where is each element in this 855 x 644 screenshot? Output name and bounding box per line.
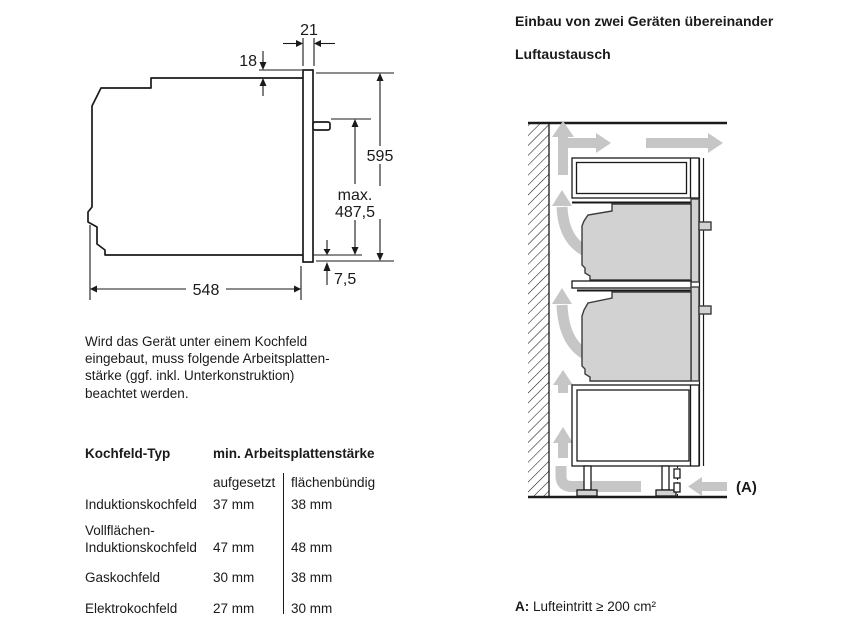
table-row-value: 38 mm — [291, 569, 333, 585]
intermediate-shelf — [572, 281, 691, 288]
table-header-type: Kochfeld-Typ — [85, 446, 171, 461]
worktop-note-line: eingebaut, muss folgende Arbeitsplatten- — [85, 351, 330, 367]
oven-lower — [582, 287, 711, 381]
oven-front-frame — [303, 70, 313, 262]
table-subheader-flaechenbuendig: flächenbündig — [291, 474, 376, 490]
table-row-value: 27 mm — [213, 600, 255, 616]
air-inlet-label: (A) — [736, 479, 757, 496]
base-cabinet — [572, 385, 699, 496]
oven-upper — [582, 199, 711, 282]
table-row-type: Gaskochfeld — [85, 569, 161, 585]
oven-lower-handle — [699, 306, 711, 314]
worktop-thickness-table — [85, 446, 397, 618]
table-row-type: Vollflächen- Induktionskochfeld — [85, 523, 197, 555]
table-row-type: Induktionskochfeld — [85, 496, 197, 512]
airflow-up-arrow — [553, 370, 573, 385]
table-row-value: 30 mm — [291, 600, 333, 616]
table-subheader-aufgesetzt: aufgesetzt — [213, 474, 276, 490]
oven-handle — [313, 122, 330, 130]
airflow-right-arrow — [708, 133, 723, 153]
oven-upper-handle — [699, 222, 711, 230]
air-exchange-heading: Luftaustausch — [515, 46, 611, 62]
airflow-up-arrow — [552, 190, 572, 206]
airflow-right-arrow — [596, 133, 611, 153]
dim-label-548: 548 — [192, 282, 220, 299]
cabinet-foot — [656, 490, 676, 496]
oven-upper-body — [582, 204, 691, 280]
airflow-up-arrow — [553, 427, 573, 443]
installation-dimensions-diagram — [0, 0, 430, 332]
dim-label-595: 595 — [366, 148, 394, 165]
table-row-value: 38 mm — [291, 496, 333, 512]
table-row-value: 47 mm — [213, 539, 255, 555]
air-inlet-note — [515, 599, 656, 614]
table-row-type: Elektrokochfeld — [85, 600, 178, 616]
dim-label-75: 7,5 — [334, 271, 357, 288]
table-row-value: 48 mm — [291, 539, 333, 555]
top-compartment — [572, 158, 699, 198]
dim-label-max: max. — [337, 187, 373, 204]
air-inlet-note-key: A: — [515, 599, 530, 614]
table-row-value: 37 mm — [213, 496, 255, 512]
worktop-note-line: Wird das Gerät unter einem Kochfeld — [85, 334, 308, 349]
cabinet-leg — [584, 466, 591, 490]
cabinet-foot — [577, 490, 597, 496]
table-column-divider — [283, 473, 284, 614]
airflow-up-arrow — [552, 288, 572, 304]
dim-label-4875: 487,5 — [334, 204, 376, 221]
worktop-note — [85, 333, 385, 402]
oven-body-outline — [88, 78, 303, 255]
air-inlet-arrow — [688, 477, 702, 496]
table-header-thickness: min. Arbeitsplattenstärke — [213, 446, 375, 461]
plinth-clip — [674, 469, 680, 478]
stacked-installation-diagram — [515, 85, 855, 560]
air-inlet-note-text: Lufteintritt ≥ 200 cm² — [529, 599, 656, 614]
dim-label-21: 21 — [300, 22, 318, 39]
plinth-clip — [674, 483, 680, 492]
oven-lower-body — [582, 292, 691, 381]
wall-hatching — [528, 122, 549, 497]
worktop-note-line: beachtet werden. — [85, 385, 189, 401]
cabinet-leg — [662, 466, 669, 490]
table-row-value: 30 mm — [213, 569, 255, 585]
oven-upper-front-frame — [691, 199, 699, 282]
worktop-note-line: stärke (ggf. inkl. Unterkonstruktion) — [85, 368, 295, 384]
oven-lower-front-frame — [691, 287, 699, 381]
dim-label-18: 18 — [239, 53, 257, 70]
stacked-installation-heading: Einbau von zwei Geräten übereinander — [515, 13, 774, 29]
